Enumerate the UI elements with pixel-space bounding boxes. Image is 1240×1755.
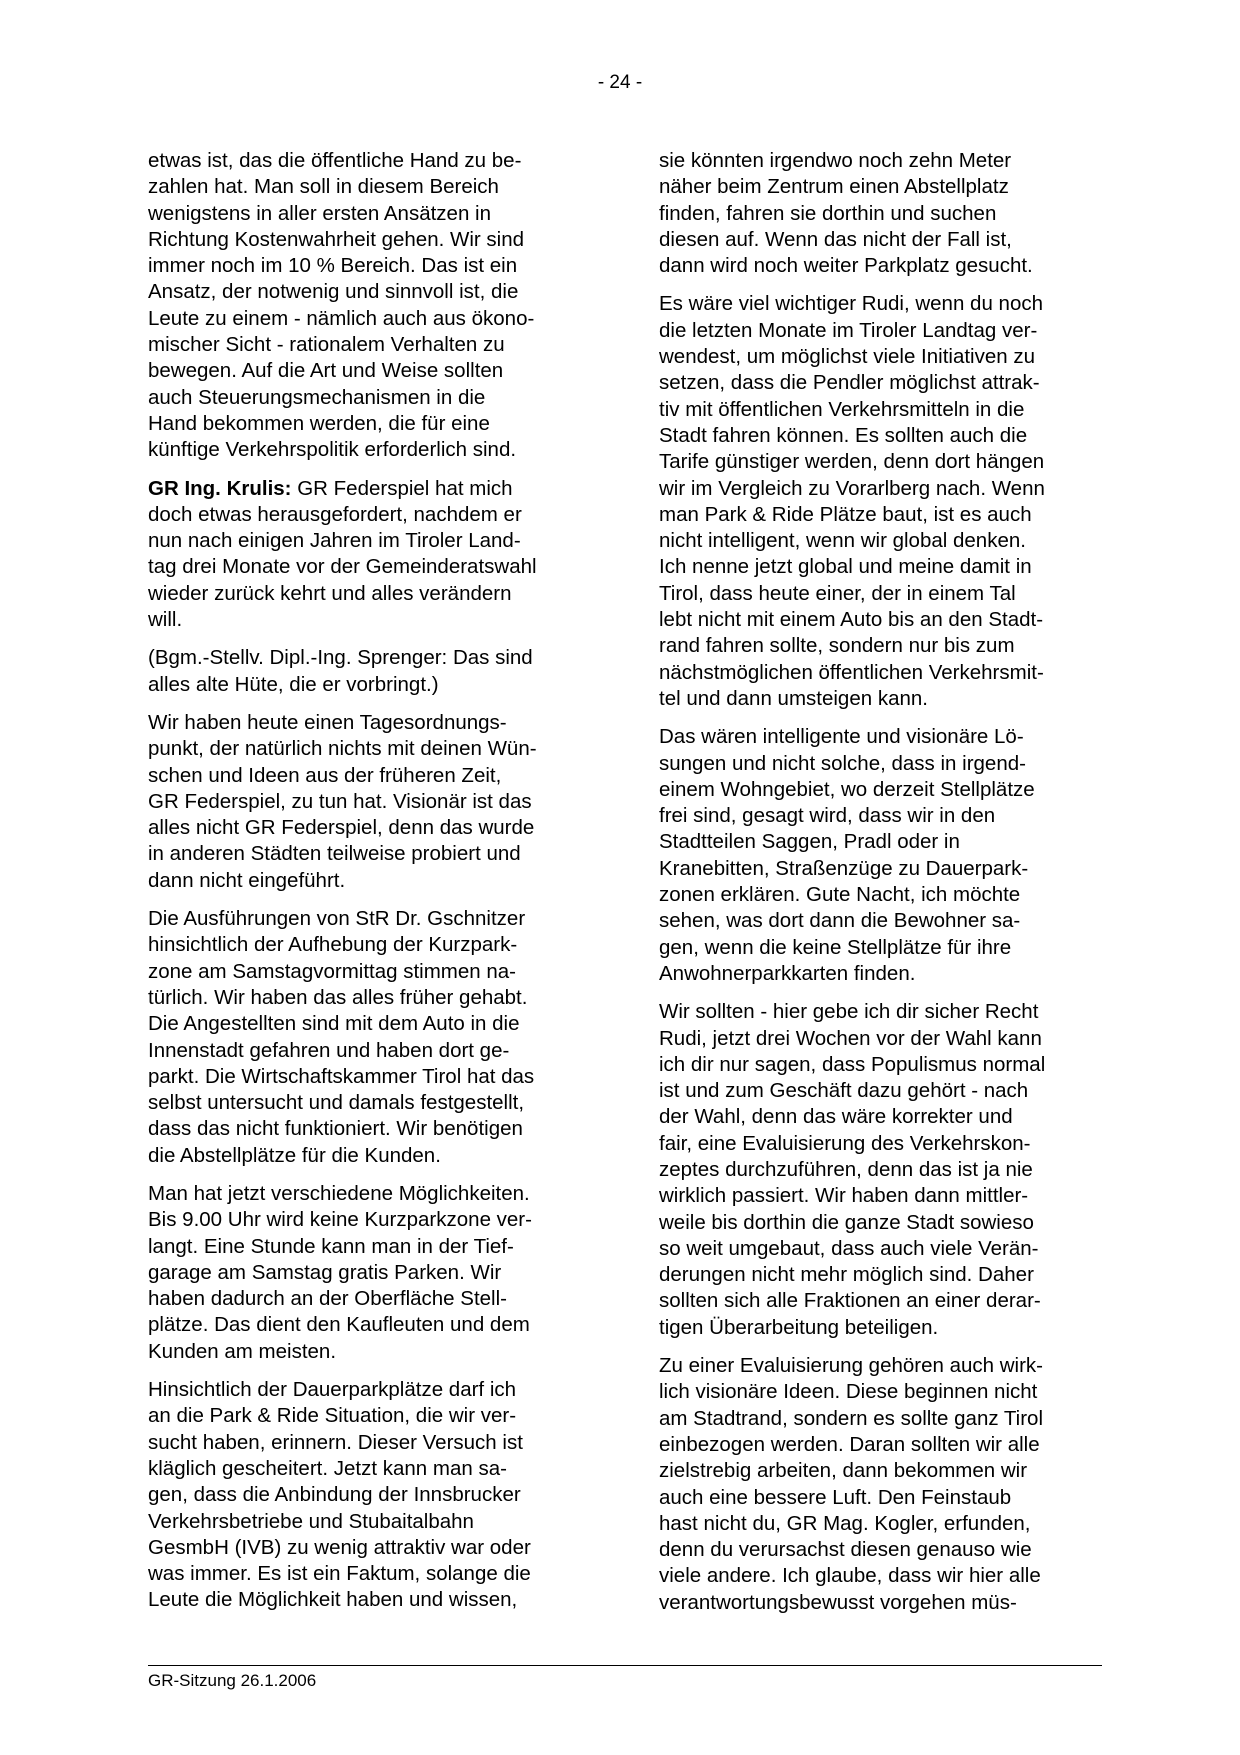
right-column (659, 148, 1114, 1628)
paragraph: Das wären intelligente und visionäre Lö- sungen und nicht solche, dass in irgend- einem Wohngebiet, wo derzeit Stellplätze frei sind, gesagt wird, dass wir in den Stadtteilen Saggen, Pradl oder in Kranebitten, Straßenzüge zu Dauerpark- zonen erklären. Gute Nacht, ich möchte sehen, was dort dann die Bewohner sa- gen, wenn die keine Stellplätze für ihre Anwohnerparkkarten finden. (659, 725, 1035, 985)
footer-session-label: GR-Sitzung 26.1.2006 (148, 1671, 317, 1690)
paragraph: Hinsichtlich der Dauerparkplätze darf ich an die Park & Ride Situation, die wir ver- sucht haben, erinnern. Dieser Versuch ist kläglich gescheitert. Jetzt kann man sa- gen, dass die Anbindung der Innsbrucker Verkehrsbetriebe und Stubaitalbahn GesmbH (IVB) zu wenig attraktiv war oder was immer. Es ist ein Faktum, solange die Leute die Möglichkeit haben und wissen, (148, 1378, 531, 1612)
paragraph: Wir sollten - hier gebe ich dir sicher Recht Rudi, jetzt drei Wochen vor der Wahl kann ich dir nur sagen, dass Populismus normal ist und zum Geschäft dazu gehört - nach der Wahl, denn das wäre korrekter und fair, eine Evaluisierung des Verkehrskon- zeptes durchzuführen, denn das ist ja nie wirklich passiert. Wir haben dann mittler- weile bis dorthin die ganze Stadt sowieso so weit umgebaut, dass auch viele Verän- derungen nicht mehr möglich sind. Daher sollten sich alle Fraktionen an einer derar- tigen Überarbeitung beteiligen. (659, 1000, 1046, 1339)
paragraph: Es wäre viel wichtiger Rudi, wenn du noch die letzten Monate im Tiroler Landtag ver- wendest, um möglichst viele Initiativen zu setzen, dass die Pendler möglichst attrak- tiv mit öffentlichen Verkehrsmitteln in die Stadt fahren können. Es sollten auch die Tarife günstiger werden, denn dort hängen wir im Vergleich zu Vorarlberg nach. Wenn man Park & Ride Plätze baut, ist es auch nicht intelligent, wenn wir global denken. Ich nenne jetzt global und meine damit in Tirol, dass heute einer, der in einem Tal lebt nicht mit einem Auto bis an den Stadt- rand fahren sollte, sondern nur bis zum nächstmöglichen öffentlichen Verkehrsmit- tel und dann umsteigen kann. (659, 292, 1045, 710)
left-column (148, 148, 603, 1626)
footer-divider (148, 1665, 1102, 1666)
page-number: - 24 - (597, 72, 643, 93)
paragraph: sie könnten irgendwo noch zehn Meter näher beim Zentrum einen Abstellplatz finden, fahren sie dorthin und suchen diesen auf. Wenn das nicht der Fall ist, dann wird noch weiter Parkplatz gesucht. (659, 149, 1033, 278)
paragraph: Man hat jetzt verschiedene Möglichkeiten. Bis 9.00 Uhr wird keine Kurzparkzone ver- langt. Eine Stunde kann man in der Tief- garage am Samstag gratis Parken. Wir haben dadurch an der Oberfläche Stell- plätze. Das dient den Kaufleuten und dem Kunden am meisten. (148, 1181, 532, 1363)
speech-paragraph (148, 476, 603, 634)
speaker-name: GR Ing. Krulis: (148, 476, 292, 500)
paragraph: Die Ausführungen von StR Dr. Gschnitzer hinsichtlich der Aufhebung der Kurzpark- zone am Samstagvormittag stimmen na- türlich. Wir haben das alles früher gehabt. Die Angestellten sind mit dem Auto in die Innenstadt gefahren und haben dort ge- parkt. Die Wirtschaftskammer Tirol hat das selbst untersucht und damals festgestellt, dass das nicht funktioniert. Wir benötigen die Abstellplätze für die Kunden. (148, 907, 535, 1167)
paragraph: etwas ist, das die öffentliche Hand zu be- zahlen hat. Man soll in diesem Bereich wenigstens in aller ersten Ansätzen in Richtung Kostenwahrheit gehen. Wir sind immer noch im 10 % Bereich. Das ist ein Ansatz, der notwenig und sinnvoll ist, die Leute zu einem - nämlich auch aus ökono- mischer Sicht - rationalem Verhalten zu bewegen. Auf die Art und Weise sollten auch Steuerungsmechanismen in die Hand bekommen werden, die für eine künftige Verkehrspolitik erforderlich sind. (148, 149, 535, 462)
speech-text: GR Federspiel hat mich doch etwas herausgefordert, nachdem er nun nach einigen Jahren im Tiroler Land- tag drei Monate vor der Gemeinderatswahl wieder zurück kehrt und alles verändern will. (148, 476, 537, 632)
interjection-paragraph: (Bgm.-Stellv. Dipl.-Ing. Sprenger: Das sind alles alte Hüte, die er vorbringt.) (148, 646, 533, 696)
paragraph: Wir haben heute einen Tagesordnungs- punkt, der natürlich nichts mit deinen Wün- schen und Ideen aus der früheren Zeit, GR Federspiel, zu tun hat. Visionär ist das alles nicht GR Federspiel, denn das wurde in anderen Städten teilweise probiert und dann nicht eingeführt. (148, 710, 537, 892)
paragraph: Zu einer Evaluisierung gehören auch wirk- lich visionäre Ideen. Diese beginnen nicht am Stadtrand, sondern es sollte ganz Tirol einbezogen werden. Daran sollten wir alle zielstrebig arbeiten, dann bekommen wir auch eine bessere Luft. Den Feinstaub hast nicht du, GR Mag. Kogler, erfunden, denn du verursachst diesen genauso wie viele andere. Ich glaube, dass wir hier alle verantwortungsbewusst vorgehen müs- (659, 1354, 1044, 1614)
